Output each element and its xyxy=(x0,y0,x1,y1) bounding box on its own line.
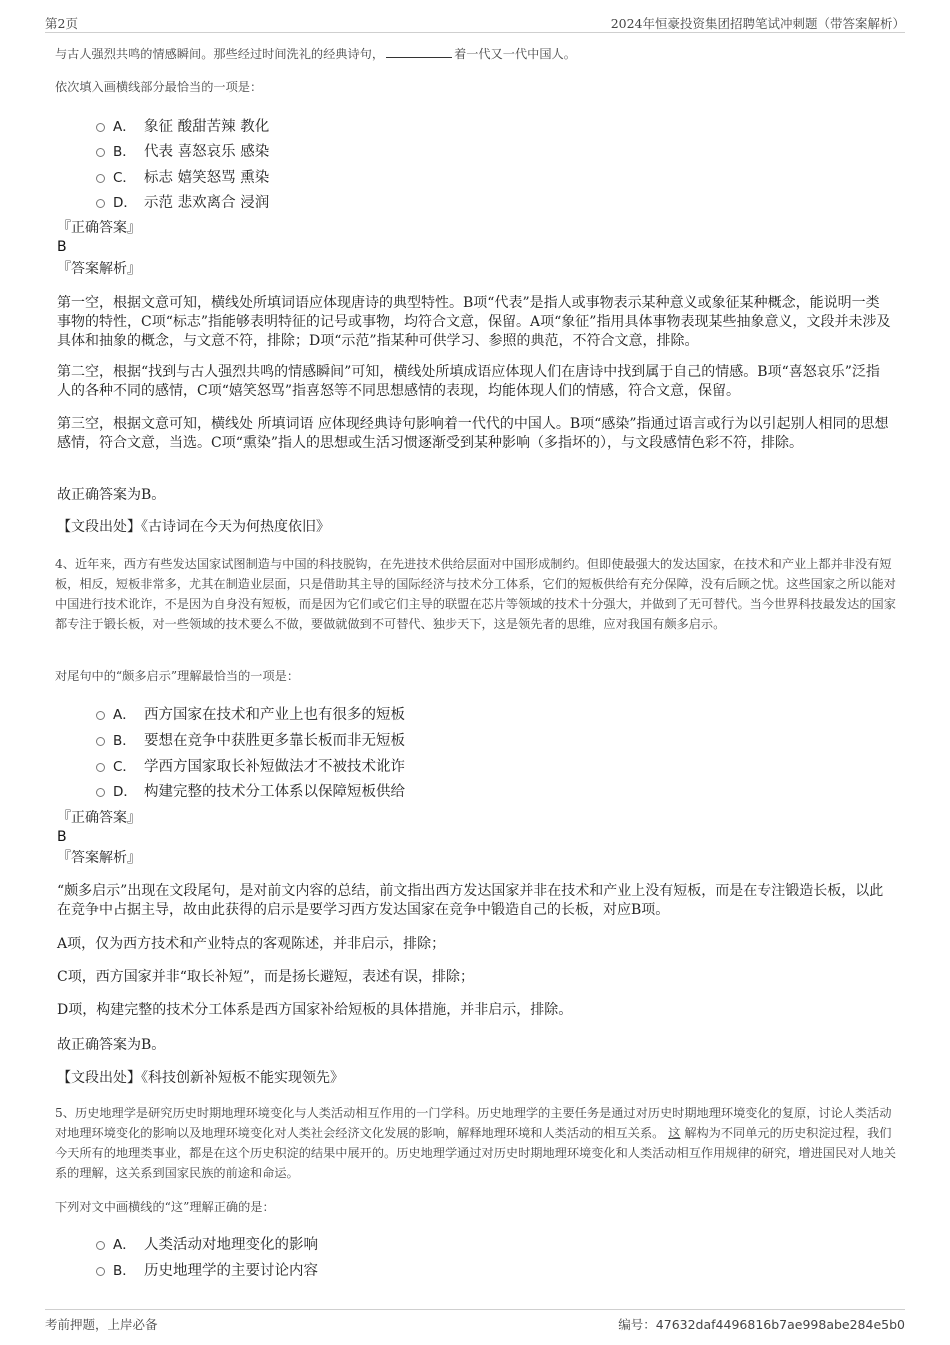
radio-icon[interactable] xyxy=(96,711,105,720)
q3-option-b[interactable]: B． 代表 喜怒哀乐 感染 xyxy=(96,139,269,161)
q3-source: 【文段出处】《古诗词在今天为何热度依旧》 xyxy=(57,519,330,535)
q4-source: 【文段出处】《科技创新补短板不能实现领先》 xyxy=(57,1070,344,1086)
q4-answer: B xyxy=(57,829,67,845)
q4-answer-label: 『正确答案』 xyxy=(57,810,141,826)
radio-icon[interactable] xyxy=(96,199,105,208)
q3-option-d[interactable]: D． 示范 悲欢离合 浸润 xyxy=(96,190,269,212)
document-title: 2024年恒豪投资集团招聘笔试冲刺题（带答案解析） xyxy=(610,16,905,31)
q4-analysis-3: C项，西方国家并非“取长补短”，而是扬长避短，表述有误，排除； xyxy=(57,969,475,985)
q3-option-c[interactable]: C． 标志 嬉笑怒骂 熏染 xyxy=(96,165,269,187)
q4-conclusion: 故正确答案为B。 xyxy=(57,1037,166,1053)
fill-blank xyxy=(386,45,452,58)
q3-answer: B xyxy=(57,239,67,255)
q4-option-b[interactable]: B． 要想在竞争中获胜更多靠长板而非无短板 xyxy=(96,728,405,750)
q4-analysis-4: D项，构建完整的技术分工体系是西方国家补给短板的具体措施，并非启示，排除。 xyxy=(57,1002,573,1018)
q3-answer-label: 『正确答案』 xyxy=(57,220,141,236)
radio-icon[interactable] xyxy=(96,763,105,772)
q5-prompt: 下列对文中画横线的“这”理解正确的是： xyxy=(55,1200,275,1214)
q5-passage: 5、历史地理学是研究历史时期地理环境变化与人类活动相互作用的一门学科。历史地理学的主要任务是通过对历史时期地理环境变化的复原，讨论人类活动对地理环境变化的影响以及地理环境变化对人类社会经济文化发展的影响，解释地理环境和人类活动的相互关系。 这 解构为不同单元的历史积淀过程，我们今天所有的地理类事业，都是在这个历史积淀的结果中展开的。历史地理学通过对历史时期地理环境变化和人类活动相互作用规律的研究，增进国民对人地关系的理解，这关系到国家民族的前途和命运。 xyxy=(55,1106,896,1180)
page-header xyxy=(45,12,905,33)
q3-analysis-3: 第三空，根据文意可知，横线处 所填词语 应体现经典诗句影响着一代代的中国人。B项“感染”指通过语言或行为以引起别人相同的思想感情，符合文意，当选。C项“熏染”指人的思想或生活习惯逐渐受到某种影响（多指坏的），与文段感情色彩不符，排除。 xyxy=(57,416,889,451)
q3-passage-tail: 与古人强烈共鸣的情感瞬间。那些经过时间洗礼的经典诗句， 着一代又一代中国人。 xyxy=(55,47,576,61)
page-footer xyxy=(45,1309,905,1336)
page-number: 第2页 xyxy=(45,16,78,31)
q3-analysis-1: 第一空，根据文意可知，横线处所填词语应体现唐诗的典型特性。B项“代表”是指人或事物表示某种意义或象征某种概念，能说明一类事物的特性，C项“标志”指能够表明特征的记号或事物，均符合文意，保留。A项“象征”指用具体事物表现某些抽象意义，文段并未涉及具体和抽象的概念，与文意不符，排除；D项“示范”指某种可供学习、参照的典范，不符合文意，排除。 xyxy=(57,295,891,349)
q4-passage: 4、近年来，西方有些发达国家试图制造与中国的科技脱钩，在先进技术供给层面对中国形成制约。但即使最强大的发达国家，在技术和产业上都并非没有短板，相反，短板非常多，尤其在制造业层面，只是借助其主导的国际经济与技术分工体系，它们的短板供给有充分保障，没有后顾之忧。这些国家之所以能对中国进行技术讹诈，不是因为自身没有短板，而是因为它们或它们主导的联盟在芯片等领域的技术十分强大，并做到了无可替代。当今世界科技最发达的国家都专注于锻长板，对一些领域的技术要么不做，要做就做到不可替代、独步天下，这是领先者的思维，应对我国有颇多启示。 xyxy=(55,557,896,631)
radio-icon[interactable] xyxy=(96,1267,105,1276)
q4-option-a[interactable]: A． 西方国家在技术和产业上也有很多的短板 xyxy=(96,702,405,724)
q5-option-a[interactable]: A． 人类活动对地理变化的影响 xyxy=(96,1232,318,1254)
radio-icon[interactable] xyxy=(96,1241,105,1250)
q4-analysis-2: A项，仅为西方技术和产业特点的客观陈述，并非启示，排除； xyxy=(57,936,446,952)
footer-slogan: 考前押题，上岸必备 xyxy=(45,1317,158,1332)
radio-icon[interactable] xyxy=(96,737,105,746)
q3-analysis-2: 第二空，根据“找到与古人强烈共鸣的情感瞬间”可知，横线处所填成语应体现人们在唐诗中找到属于自己的情感。B项“喜怒哀乐”泛指人的各种不同的感情，C项“嬉笑怒骂”指喜怒等不同思想感情的表现，均能体现人们的情感，符合文意，保留。 xyxy=(57,364,880,399)
radio-icon[interactable] xyxy=(96,174,105,183)
q4-analysis-1: “颇多启示”出现在文段尾句，是对前文内容的总结，前文指出西方发达国家并非在技术和产业上没有短板，而是在专注锻造长板，以此在竞争中占据主导，故由此获得的启示是要学习西方发达国家在竞争中锻造自己的长板，对应B项。 xyxy=(57,883,884,918)
q5-option-b[interactable]: B． 历史地理学的主要讨论内容 xyxy=(96,1258,318,1280)
q4-option-d[interactable]: D． 构建完整的技术分工体系以保障短板供给 xyxy=(96,779,405,801)
q3-option-a[interactable]: A． 象征 酸甜苦辣 教化 xyxy=(96,114,269,136)
q3-prompt: 依次填入画横线部分最恰当的一项是： xyxy=(55,80,263,94)
footer-serial: 编号：47632daf4496816b7ae998abe284e5b0 xyxy=(618,1317,905,1332)
q3-analysis-label: 『答案解析』 xyxy=(57,261,141,277)
radio-icon[interactable] xyxy=(96,123,105,132)
q4-option-c[interactable]: C． 学西方国家取长补短做法才不被技术讹诈 xyxy=(96,754,405,776)
radio-icon[interactable] xyxy=(96,148,105,157)
q4-prompt: 对尾句中的“颇多启示”理解最恰当的一项是： xyxy=(55,669,300,683)
q3-conclusion: 故正确答案为B。 xyxy=(57,487,166,503)
underlined-word: 这 xyxy=(668,1126,681,1140)
radio-icon[interactable] xyxy=(96,788,105,797)
q4-analysis-label: 『答案解析』 xyxy=(57,850,141,866)
